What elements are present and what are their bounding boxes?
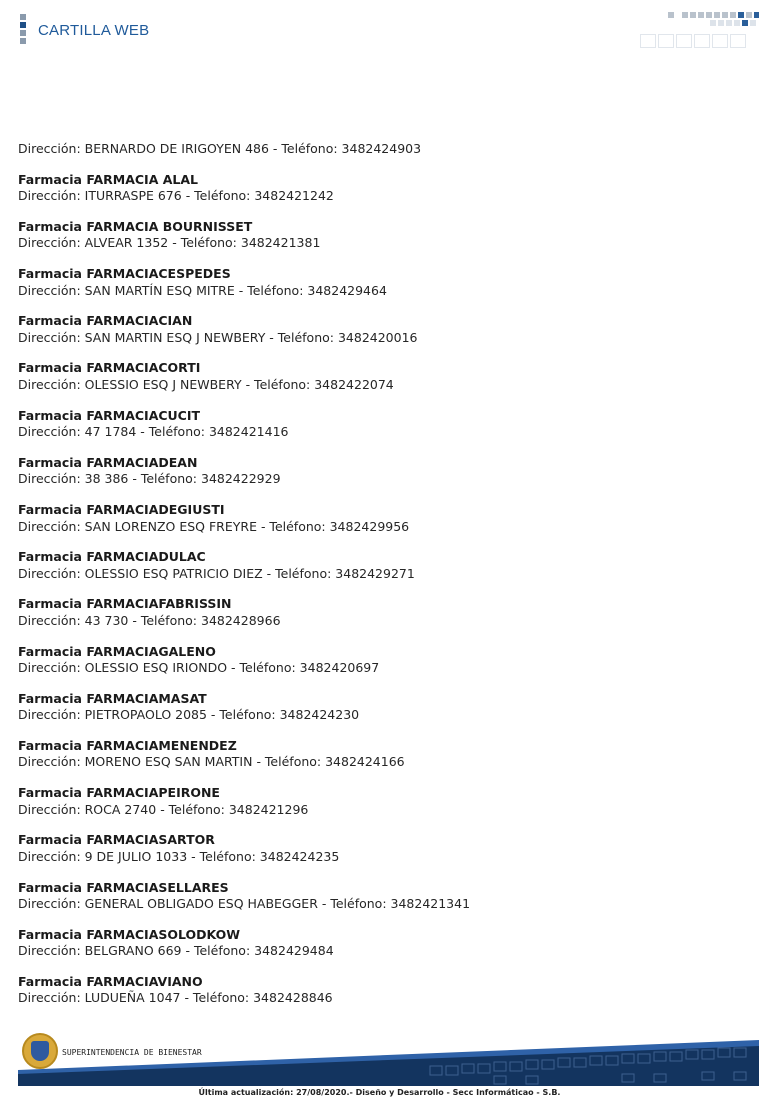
- pharmacy-name: Farmacia FARMACIASARTOR: [18, 832, 215, 848]
- pharmacy-name: Farmacia FARMACIA BOURNISSET: [18, 218, 253, 234]
- pharmacy-address: Dirección: LUDUEÑA 1047 - Teléfono: 3482428846: [18, 990, 333, 1006]
- list-item: [18, 738, 738, 771]
- list-item: [18, 596, 738, 629]
- list-item: [18, 880, 738, 913]
- pharmacy-name: Farmacia FARMACIACIAN: [18, 313, 193, 329]
- list-item: [18, 360, 738, 393]
- pharmacy-address: Dirección: SAN MARTIN ESQ J NEWBERY - Teléfono: 3482420016: [18, 329, 418, 345]
- pharmacy-name: Farmacia FARMACIACESPEDES: [18, 266, 231, 282]
- list-item: [18, 644, 738, 677]
- list-item: [18, 974, 738, 1007]
- pharmacy-address: Dirección: ITURRASPE 676 - Teléfono: 3482421242: [18, 188, 334, 204]
- list-item: [18, 141, 738, 158]
- list-item: [18, 832, 738, 865]
- list-item: [18, 502, 738, 535]
- header-mosaic-icon: [640, 12, 759, 48]
- pharmacy-address: Dirección: OLESSIO ESQ PATRICIO DIEZ - Teléfono: 3482429271: [18, 565, 415, 581]
- page-footer: [0, 1028, 759, 1101]
- pharmacy-name: Farmacia FARMACIAGALENO: [18, 643, 216, 659]
- pharmacy-name: Farmacia FARMACIASELLARES: [18, 879, 229, 895]
- footer-band: [0, 1028, 759, 1088]
- pharmacy-address: Dirección: 38 386 - Teléfono: 3482422929: [18, 471, 281, 487]
- pharmacy-address: Dirección: 47 1784 - Teléfono: 3482421416: [18, 424, 289, 440]
- pharmacy-name: Farmacia FARMACIAFABRISSIN: [18, 596, 232, 612]
- pharmacy-name: Farmacia FARMACIAVIANO: [18, 973, 203, 989]
- pharmacy-address: Dirección: OLESSIO ESQ J NEWBERY - Teléfono: 3482422074: [18, 376, 394, 392]
- pharmacy-address: Dirección: BELGRANO 669 - Teléfono: 3482429484: [18, 943, 334, 959]
- pharmacy-address: Dirección: ALVEAR 1352 - Teléfono: 3482421381: [18, 235, 321, 251]
- pharmacy-address: Dirección: 43 730 - Teléfono: 3482428966: [18, 612, 281, 628]
- pharmacy-address: Dirección: BERNARDO DE IRIGOYEN 486 - Teléfono: 3482424903: [18, 141, 422, 156]
- list-item: [18, 172, 738, 205]
- pharmacy-name: Farmacia FARMACIASOLODKOW: [18, 926, 241, 942]
- pharmacy-address: Dirección: GENERAL OBLIGADO ESQ HABEGGER - Teléfono: 3482421341: [18, 896, 471, 911]
- list-item: [18, 927, 738, 960]
- pharmacy-name: Farmacia FARMACIADEAN: [18, 454, 198, 470]
- list-item: [18, 219, 738, 252]
- page-title: CARTILLA WEB: [38, 22, 150, 39]
- organization-name: SUPERINTENDENCIA DE BIENESTAR: [62, 1048, 202, 1057]
- list-item: [18, 455, 738, 488]
- pharmacy-name: Farmacia FARMACIA ALAL: [18, 171, 198, 187]
- pharmacy-name: Farmacia FARMACIAPEIRONE: [18, 785, 220, 801]
- institution-seal-icon: [22, 1033, 58, 1069]
- pharmacy-name: Farmacia FARMACIACORTI: [18, 360, 201, 376]
- pharmacy-name: Farmacia FARMACIAMENENDEZ: [18, 737, 237, 753]
- pharmacy-name: Farmacia FARMACIACUCIT: [18, 407, 201, 423]
- pharmacy-address: Dirección: OLESSIO ESQ IRIONDO - Teléfono: 3482420697: [18, 660, 380, 676]
- pharmacy-address: Dirección: MORENO ESQ SAN MARTIN - Teléfono: 3482424166: [18, 754, 405, 770]
- pharmacy-name: Farmacia FARMACIADULAC: [18, 549, 206, 565]
- list-item: [18, 549, 738, 582]
- list-item: [18, 785, 738, 818]
- list-item: [18, 691, 738, 724]
- pharmacy-address: Dirección: SAN MARTÍN ESQ MITRE - Teléfono: 3482429464: [18, 282, 387, 298]
- pharmacy-address: Dirección: 9 DE JULIO 1033 - Teléfono: 3482424235: [18, 848, 340, 864]
- pharmacy-address: Dirección: ROCA 2740 - Teléfono: 3482421296: [18, 801, 309, 817]
- page-header: [0, 0, 759, 60]
- list-item: [18, 266, 738, 299]
- pharmacy-address: Dirección: SAN LORENZO ESQ FREYRE - Teléfono: 3482429956: [18, 518, 410, 534]
- pharmacy-name: Farmacia FARMACIAMASAT: [18, 690, 207, 706]
- update-note: Última actualización: 27/08/2020.- Diseño y Desarrollo - Secc Informáticao - S.B.: [198, 1088, 561, 1097]
- header-bars-icon: [20, 14, 26, 46]
- pharmacy-list: [18, 141, 738, 1021]
- pharmacy-address: Dirección: PIETROPAOLO 2085 - Teléfono: 3482424230: [18, 707, 360, 723]
- pharmacy-name: Farmacia FARMACIADEGIUSTI: [18, 502, 225, 517]
- list-item: [18, 408, 738, 441]
- list-item: [18, 313, 738, 346]
